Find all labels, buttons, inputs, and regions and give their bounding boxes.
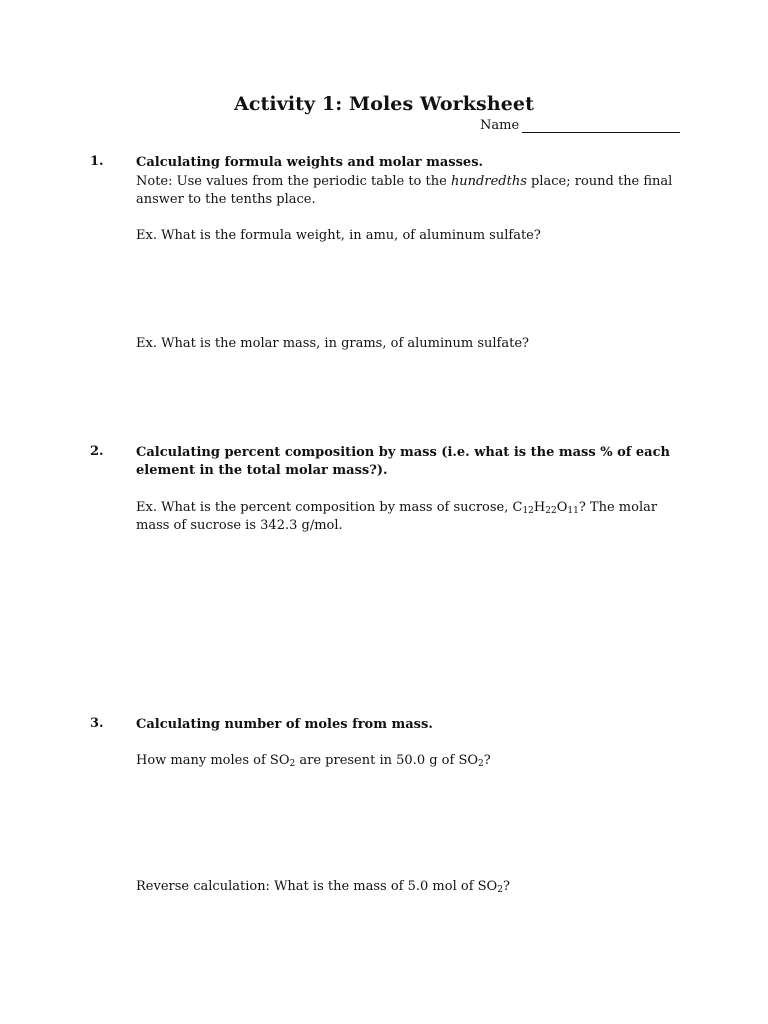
q-prefix: Ex. What is the percent composition by mass of sucrose, C <box>136 500 523 515</box>
section-3-number: 3. <box>90 716 104 731</box>
note-text-prefix: Note: Use values from the periodic table to the <box>136 174 451 189</box>
section-2-heading: Calculating percent composition by mass (i.e. what is the mass % of each element in the total molar mass?). <box>136 445 670 478</box>
name-blank-line[interactable] <box>522 120 680 133</box>
section-3-question-1 <box>136 752 681 770</box>
section-2-number: 2. <box>90 444 104 459</box>
q-suffix: ? The molar mass of sucrose is 342.3 g/mol. <box>136 500 658 533</box>
q1-subscript-2: 2 <box>478 759 484 769</box>
section-1-number: 1. <box>90 154 104 169</box>
q2-subscript: 2 <box>497 885 503 895</box>
q-hydrogen: H <box>533 500 546 515</box>
section-3-heading: Calculating number of moles from mass. <box>136 717 433 732</box>
subscript-oxygen: 11 <box>567 506 579 516</box>
q1-part-b: are present in 50.0 g of SO <box>295 753 479 768</box>
note-text-emphasis: hundredths <box>450 174 527 189</box>
subscript-carbon: 12 <box>522 506 534 516</box>
q1-subscript-1: 2 <box>289 759 296 769</box>
section-3-question-2 <box>136 878 681 896</box>
q1-part-a: How many moles of SO <box>136 753 290 768</box>
note-text-suffix: place; round the final answer to the tenths place. <box>136 174 673 207</box>
section-1-note <box>136 173 681 209</box>
section-2-question <box>136 499 681 535</box>
name-label: Name <box>480 118 520 133</box>
q-oxygen: O <box>556 500 568 515</box>
section-1-question-2: Ex. What is the molar mass, in grams, of aluminum sulfate? <box>136 336 530 351</box>
section-1-heading: Calculating formula weights and molar masses. <box>136 155 484 170</box>
q2-part-c: ? <box>502 879 510 894</box>
subscript-hydrogen: 22 <box>545 506 557 516</box>
name-field[interactable] <box>480 118 680 133</box>
q2-part-a: Reverse calculation: What is the mass of 5.0 mol of SO <box>136 879 498 894</box>
q1-part-c: ? <box>483 753 491 768</box>
section-1-question-1: Ex. What is the formula weight, in amu, of aluminum sulfate? <box>136 228 541 243</box>
page-title: Activity 1: Moles Worksheet <box>234 93 534 115</box>
